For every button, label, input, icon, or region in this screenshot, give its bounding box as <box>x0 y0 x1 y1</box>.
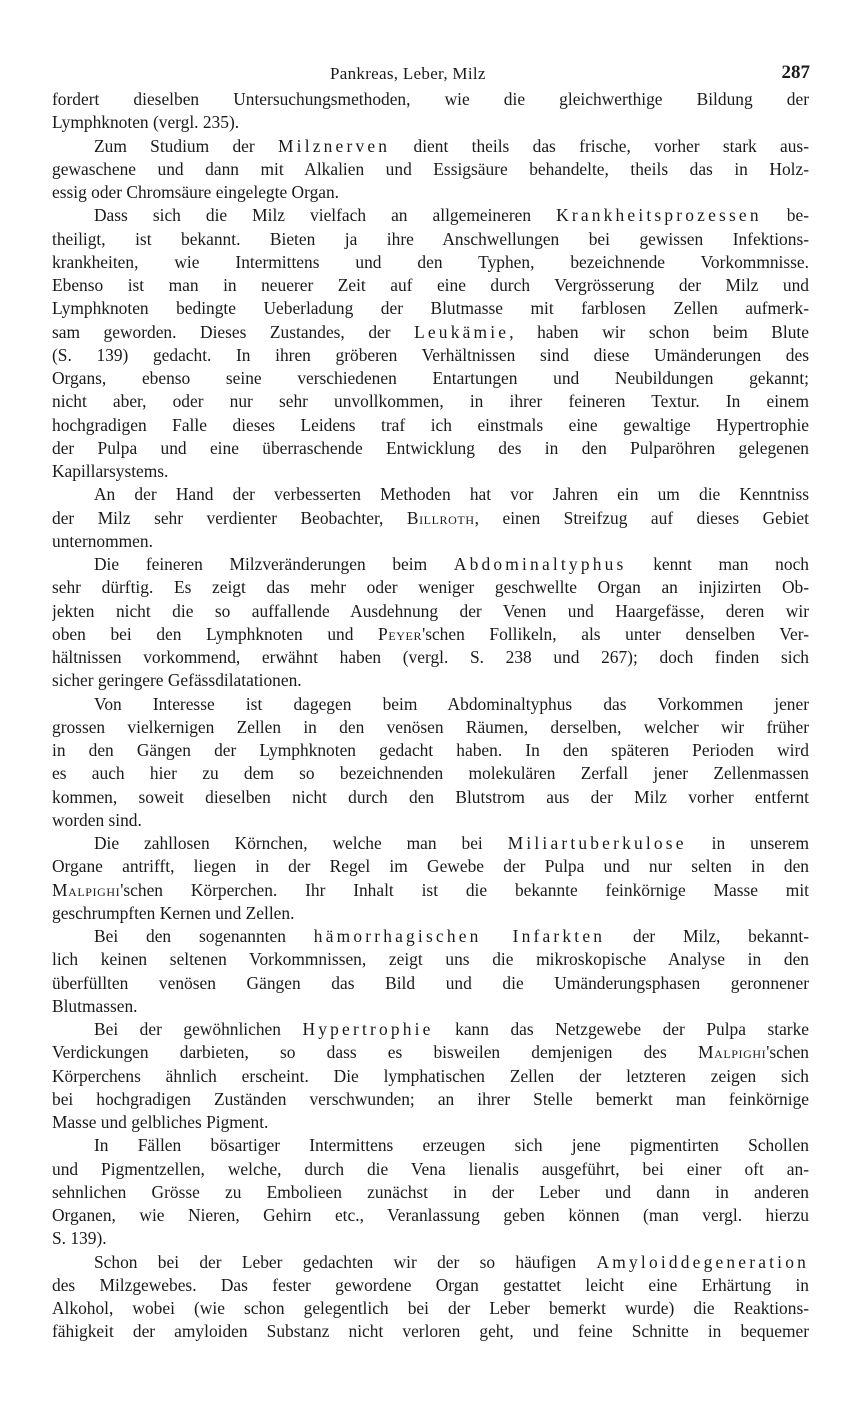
spaced-emphasis: hämorrhagischen Infarkten <box>313 926 606 946</box>
text-line: und Pigmentzellen, welche, durch die Vena lienalis ausgeführt, bei einer oft an- <box>52 1158 809 1179</box>
text-line: nicht aber, oder nur sehr unvollkommen, in ihrer feineren Textur. In einem <box>52 391 809 412</box>
text-line: Schon bei der Leber gedachten wir der so häufigen Amyloiddegeneration <box>94 1251 809 1272</box>
text-line: Organen, wie Nieren, Gehirn etc., Veranlassung geben können (man vergl. hierzu <box>52 1205 809 1225</box>
text-line: Organs, ebenso seine verschiedenen Entartungen und Neubildungen gekannt; <box>52 368 809 388</box>
text-line: überfüllten venösen Gängen das Bild und die Umänderungsphasen geronnener <box>52 972 809 993</box>
paragraph <box>52 553 809 693</box>
page-number: 287 <box>781 62 810 83</box>
spaced-emphasis: Amyloiddegeneration <box>596 1251 809 1272</box>
text-line: sehnlichen Grösse zu Embolieen zunächst in der Leber und dann in anderen <box>52 1181 809 1202</box>
text-line: sicher geringere Gefässdilatationen. <box>52 670 302 691</box>
text-line: Verdickungen darbieten, so dass es bisweilen demjenigen des Malpighi'schen <box>52 1042 809 1063</box>
text-line: jekten nicht die so auffallende Ausdehnung der Venen und Haargefässe, deren wir <box>52 600 809 621</box>
spaced-emphasis: Abdominaltyphus <box>453 554 627 574</box>
text-line: In Fällen bösartiger Intermittens erzeugen sich jene pigmentirten Schollen <box>94 1135 809 1156</box>
small-caps-name: Peyer <box>378 623 423 644</box>
text-line: fordert dieselben Untersuchungsmethoden, wie die gleichwerthige Bildung der <box>52 89 809 109</box>
text-line: Körperchens ähnlich erscheint. Die lymphatischen Zellen der letzteren zeigen sich <box>52 1065 809 1086</box>
paragraph <box>52 925 809 1018</box>
text-line: S. 139). <box>52 1228 107 1249</box>
text-line: oben bei den Lymphknoten und Peyer'schen Follikeln, als unter denselben Ver- <box>52 623 809 644</box>
spaced-emphasis: Hypertrophie <box>302 1019 434 1039</box>
text-line: theiligt, ist bekannt. Bieten ja ihre Anschwellungen bei gewissen Infektions- <box>52 228 809 249</box>
running-header <box>0 64 860 88</box>
text-line: Die feineren Milzveränderungen beim Abdominaltyphus kennt man noch <box>94 554 809 574</box>
text-line: Blutmassen. <box>52 995 138 1016</box>
text-line: Die zahllosen Körnchen, welche man bei Miliartuberkulose in unserem <box>94 833 809 853</box>
running-title: Pankreas, Leber, Milz <box>330 64 486 83</box>
text-line: es auch hier zu dem so bezeichnenden molekulären Zerfall jener Zellenmassen <box>52 763 809 784</box>
text-line: geschrumpften Kernen und Zellen. <box>52 902 295 923</box>
paragraph <box>52 483 809 553</box>
text-line: Masse und gelbliches Pigment. <box>52 1112 269 1132</box>
spaced-emphasis: Miliartuberkulose <box>507 833 687 853</box>
spaced-emphasis: Leukämie <box>414 321 510 342</box>
text-line: An der Hand der verbesserten Methoden hat vor Jahren ein um die Kenntniss <box>94 484 809 505</box>
page-body-text <box>52 88 809 1344</box>
text-line: des Milzgewebes. Das fester gewordene Organ gestattet leicht eine Erhärtung in <box>52 1274 809 1295</box>
text-line: Dass sich die Milz vielfach an allgemeineren Krankheitsprozessen be- <box>94 205 809 226</box>
text-line: Alkohol, wobei (wie schon gelegentlich bei der Leber bemerkt wurde) die Reaktions- <box>52 1298 809 1318</box>
text-line: Lymphknoten (vergl. 235). <box>52 112 240 133</box>
text-line: lich keinen seltenen Vorkommnissen, zeigt uns die mikroskopische Analyse in den <box>52 949 809 970</box>
text-line: Organe antrifft, liegen in der Regel im Gewebe der Pulpa und nur selten in den <box>52 856 809 877</box>
text-line: sam geworden. Dieses Zustandes, der Leukämie, haben wir schon beim Blute <box>52 321 809 342</box>
text-line: Bei der gewöhnlichen Hypertrophie kann das Netzgewebe der Pulpa starke <box>94 1019 809 1039</box>
text-line: in den Gängen der Lymphknoten gedacht haben. In den späteren Perioden wird <box>52 740 809 760</box>
paragraph <box>52 1251 809 1344</box>
text-line: Zum Studium der Milznerven dient theils das frische, vorher stark aus- <box>94 135 809 156</box>
text-line: (S. 139) gedacht. In ihren gröberen Verhältnissen sind diese Umänderungen des <box>52 344 809 365</box>
text-line: unternommen. <box>52 530 153 551</box>
text-line: worden sind. <box>52 809 142 830</box>
text-line: Malpighi'schen Körperchen. Ihr Inhalt ist die bekannte feinkörnige Masse mit <box>52 879 809 900</box>
text-line: hochgradigen Falle dieses Leidens traf ich einstmals eine gewaltige Hypertrophie <box>52 414 809 435</box>
small-caps-name: Malpighi <box>698 1042 767 1063</box>
text-line: gewaschene und dann mit Alkalien und Essigsäure behandelte, theils das in Holz- <box>52 158 809 179</box>
text-line: Lymphknoten bedingte Ueberladung der Blutmasse mit farblosen Zellen aufmerk- <box>52 298 809 319</box>
text-line: Von Interesse ist dagegen beim Abdominaltyphus das Vorkommen jener <box>94 693 809 714</box>
small-caps-name: Malpighi <box>52 879 121 900</box>
paragraph <box>52 832 809 925</box>
paragraph <box>52 135 809 205</box>
text-line: Kapillarsystems. <box>52 461 169 481</box>
text-line: essig oder Chromsäure eingelegte Organ. <box>52 182 340 202</box>
paragraph <box>52 1134 809 1250</box>
spaced-emphasis: Milznerven <box>278 135 391 156</box>
text-line: krankheiten, wie Intermittens und den Typhen, bezeichnende Vorkommnisse. <box>52 251 809 272</box>
paragraph <box>52 204 809 483</box>
text-line: der Milz sehr verdienter Beobachter, Billroth, einen Streifzug auf dieses Gebiet <box>52 507 809 528</box>
text-line: fähigkeit der amyloiden Substanz nicht verloren geht, und feine Schnitte in bequemer <box>52 1321 809 1342</box>
text-line: Bei den sogenannten hämorrhagischen Infarkten der Milz, bekannt- <box>94 926 809 946</box>
spaced-emphasis: Krankheitsprozessen <box>556 205 762 226</box>
text-line: der Pulpa und eine überraschende Entwicklung des in den Pulparöhren gelegenen <box>52 437 809 458</box>
text-line: grossen vielkernigen Zellen in den venösen Räumen, derselben, welcher wir früher <box>52 716 809 737</box>
text-line: sehr dürftig. Es zeigt das mehr oder weniger geschwellte Organ an injizirten Ob- <box>52 577 809 598</box>
text-line: Ebenso ist man in neuerer Zeit auf eine durch Vergrösserung der Milz und <box>52 275 809 295</box>
paragraph <box>52 693 809 833</box>
text-line: hältnissen vorkommend, erwähnt haben (vergl. S. 238 und 267); doch finden sich <box>52 647 809 667</box>
text-line: kommen, soweit dieselben nicht durch den Blutstrom aus der Milz vorher entfernt <box>52 786 809 807</box>
paragraph <box>52 88 809 135</box>
small-caps-name: Billroth <box>406 507 475 528</box>
paragraph <box>52 1018 809 1134</box>
text-line: bei hochgradigen Zuständen verschwunden; an ihrer Stelle bemerkt man feinkörnige <box>52 1088 809 1109</box>
